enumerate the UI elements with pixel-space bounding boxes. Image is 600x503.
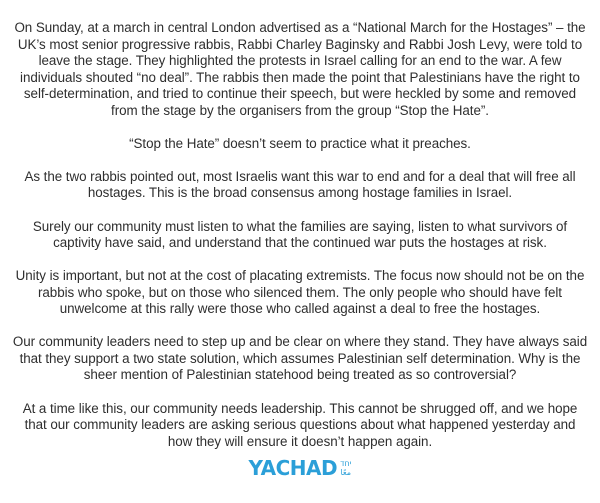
paragraph-listen-to-families: Surely our community must listen to what the families are saying, listen to what survivors of captivity have said, and understand that the continued war puts the hostages at risk. [32,218,568,251]
paragraph-israeli-consensus: As the two rabbis pointed out, most Israelis want this war to end and for a deal that will free all hostages. This is the broad consensus among hostage families in Israel. [24,168,576,201]
paragraph-community-leaders: Our community leaders need to step up and be clear on where they stand. They have always said that they support a two state solution, which assumes Palestinian self determination. Why is the sheer mention of Palestinian statehood being treated as so controversial? [12,334,588,383]
paragraph-march-incident: On Sunday, at a march in central London advertised as a “National March for the Hostages” – the UK’s most senior progressive rabbis, Rabbi Charley Baginsky and Rabbi Josh Levy, were told to leave the stage. They highlighted the protests in Israel calling for an end to the war. A few individuals shouted “no deal”. The rabbis then made the point that Palestinians have the right to self-determination, and tried to continue their speech, but were heckled by some and removed from the stage by the organisers from the group “Stop the Hate”. [14,20,586,118]
yachad-logo [0,456,600,480]
paragraph-leadership: At a time like this, our community needs leadership. This cannot be shrugged off, and we hope that our community leaders are asking serious questions about what happened yesterday and how they will ensure it doesn’t happen again. [22,400,578,449]
logo-hebrew-text: יחד [340,458,352,468]
logo-scripts [340,459,351,477]
logo-wordmark: YACHAD [248,456,338,480]
paragraph-unity: Unity is important, but not at the cost of placating extremists. The focus now should not be on the rabbis who spoke, but on those who silenced them. The only people who should have felt unwelcome at this rally were those who called against a deal to free the hostages. [15,268,585,317]
statement-body [12,20,588,467]
logo-lockup [249,456,352,480]
paragraph-stop-the-hate: “Stop the Hate” doesn’t seem to practice what it preaches. [129,135,471,151]
logo-arabic-text: معًا [340,467,352,477]
